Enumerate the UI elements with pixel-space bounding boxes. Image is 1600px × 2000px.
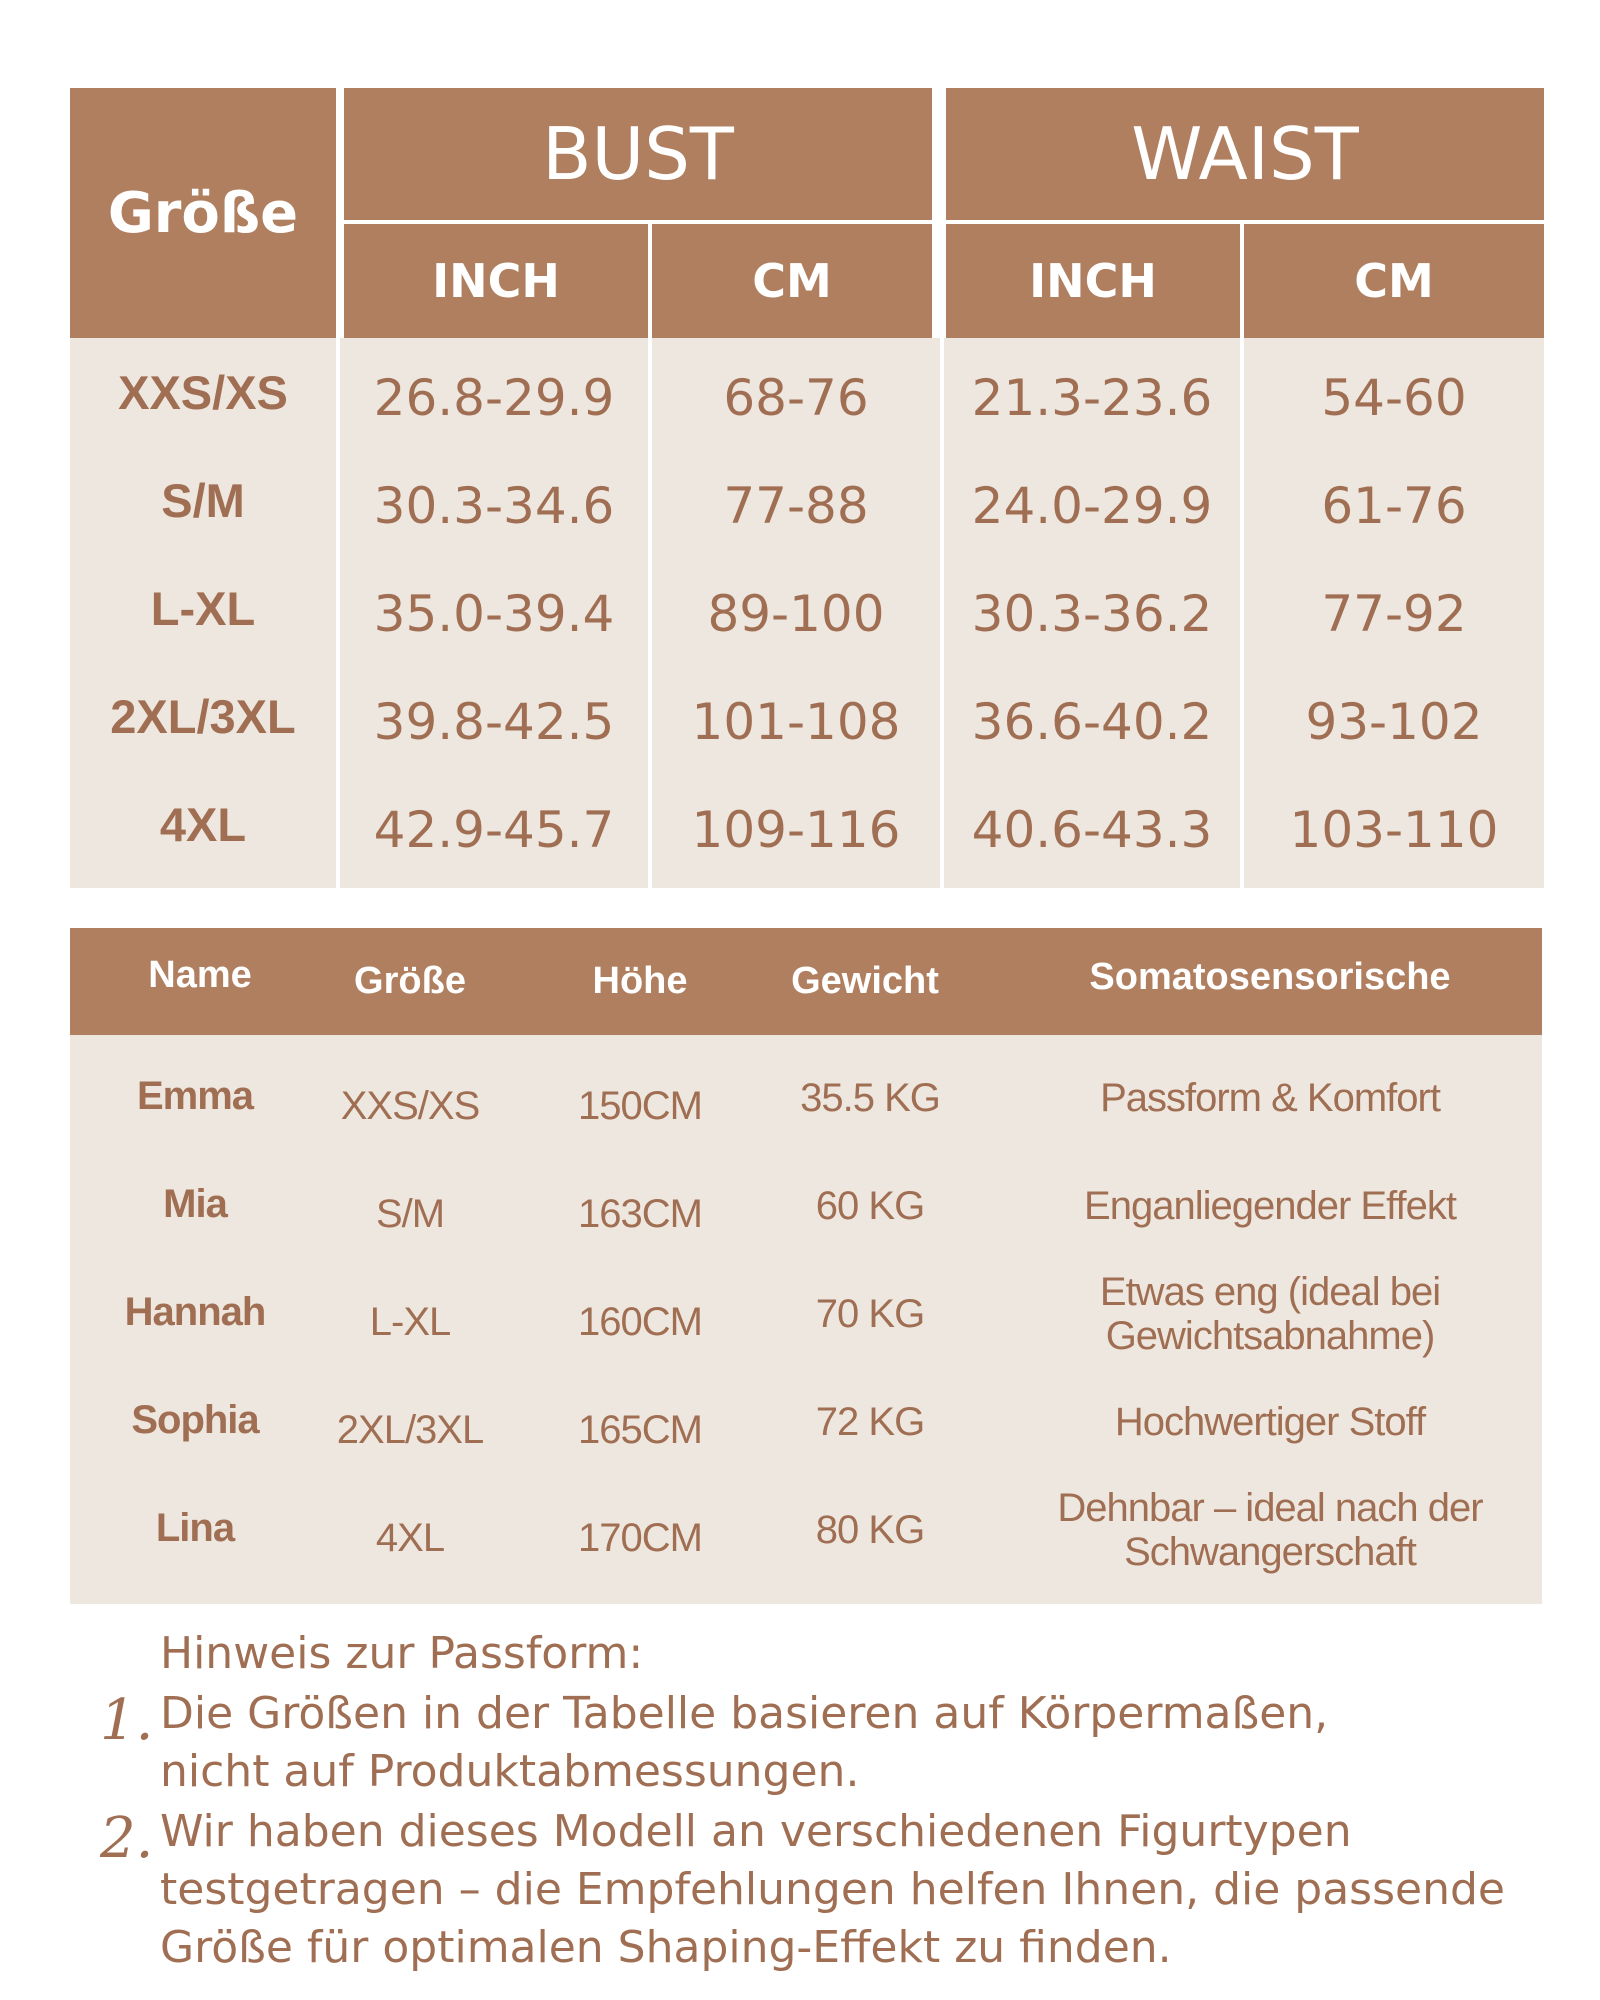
bust-inch-cell: 26.8-29.9 xyxy=(373,369,615,427)
waist-inch-cell: 24.0-29.9 xyxy=(971,477,1213,535)
feel-text xyxy=(1115,1400,1425,1444)
size-column-header: Größe xyxy=(70,88,336,338)
bust-inch-cell: 35.0-39.4 xyxy=(373,585,615,643)
model-weight-cell: 70 KG xyxy=(815,1291,925,1336)
model-name-cell: Sophia xyxy=(131,1397,259,1442)
model-feel-cell xyxy=(1030,1152,1510,1260)
size-cell: L-XL xyxy=(150,581,256,635)
feel-text xyxy=(1084,1184,1456,1228)
model-size-cell: XXS/XS xyxy=(340,1083,480,1128)
feel-line: Schwangerschaft xyxy=(1124,1530,1416,1574)
bust-cm-cell: 68-76 xyxy=(723,369,869,427)
waist-cm-header: CM xyxy=(1244,224,1544,338)
waist-cm-cell: 77-92 xyxy=(1321,585,1467,643)
model-weight-cell: 72 KG xyxy=(815,1399,925,1444)
weight-column-header: Gewicht xyxy=(791,960,939,1002)
note-line: nicht auf Produktabmessungen. xyxy=(160,1746,860,1797)
feel-text xyxy=(1100,1270,1440,1358)
size-chart-table xyxy=(70,88,1544,888)
waist-cm-cell: 103-110 xyxy=(1289,801,1499,859)
bust-cm-cell: 77-88 xyxy=(723,477,869,535)
model-size-cell: 4XL xyxy=(375,1515,445,1560)
feel-line: Dehnbar – ideal nach der xyxy=(1057,1486,1483,1530)
feel-text xyxy=(1057,1486,1482,1574)
bust-inch-header: INCH xyxy=(344,224,648,338)
feel-line: Passform & Komfort xyxy=(1100,1076,1440,1120)
waist-inch-cell: 21.3-23.6 xyxy=(971,369,1213,427)
notes-title: Hinweis zur Passform: xyxy=(160,1628,644,1679)
waist-cm-cell: 93-102 xyxy=(1305,693,1483,751)
model-feel-cell xyxy=(1030,1044,1510,1152)
waist-inch-cell: 40.6-43.3 xyxy=(971,801,1213,859)
size-cell: 4XL xyxy=(159,797,247,851)
model-fit-table xyxy=(70,928,1542,1604)
note-number: 2. xyxy=(100,1806,154,1871)
waist-inch-cell: 36.6-40.2 xyxy=(971,693,1213,751)
bust-inch-cell: 30.3-34.6 xyxy=(373,477,615,535)
model-weight-cell: 60 KG xyxy=(815,1183,925,1228)
model-height-cell: 150CM xyxy=(578,1083,702,1128)
feel-column-header: Somatosensorische xyxy=(1089,956,1451,998)
bust-inch-cell: 42.9-45.7 xyxy=(373,801,615,859)
bust-cm-cell: 101-108 xyxy=(691,693,901,751)
waist-inch-cell: 30.3-36.2 xyxy=(971,585,1213,643)
bust-cm-header: CM xyxy=(652,224,932,338)
feel-line: Etwas eng (ideal bei xyxy=(1099,1270,1441,1314)
feel-line: Hochwertiger Stoff xyxy=(1114,1400,1426,1444)
note-line: Größe für optimalen Shaping-Effekt zu finden. xyxy=(160,1922,1172,1973)
model-height-cell: 163CM xyxy=(578,1191,702,1236)
waist-cm-cell: 61-76 xyxy=(1321,477,1467,535)
note-line: Die Größen in der Tabelle basieren auf Körpermaßen, xyxy=(160,1688,1329,1739)
model-weight-cell: 80 KG xyxy=(815,1507,925,1552)
feel-line: Gewichtsabnahme) xyxy=(1105,1314,1435,1358)
bust-cm-cell: 109-116 xyxy=(691,801,901,859)
feel-text xyxy=(1100,1076,1440,1120)
model-feel-cell xyxy=(1030,1260,1510,1368)
model-name-cell: Lina xyxy=(155,1505,235,1550)
model-feel-cell xyxy=(1030,1368,1510,1476)
model-name-cell: Emma xyxy=(136,1073,254,1118)
waist-group-header: WAIST xyxy=(946,88,1544,220)
bust-group-header: BUST xyxy=(344,88,932,220)
bust-cm-cell: 89-100 xyxy=(707,585,885,643)
model-size-cell: L-XL xyxy=(369,1299,451,1344)
waist-cm-cell: 54-60 xyxy=(1321,369,1467,427)
size-column-header: Größe xyxy=(354,960,466,1002)
name-column-header: Name xyxy=(148,954,252,996)
feel-line: Enganliegender Effekt xyxy=(1084,1184,1456,1228)
height-column-header: Höhe xyxy=(592,960,688,1002)
model-height-cell: 170CM xyxy=(578,1515,702,1560)
model-weight-cell: 35.5 KG xyxy=(800,1075,940,1120)
size-cell: 2XL/3XL xyxy=(110,689,296,743)
size-cell: XXS/XS xyxy=(118,365,288,419)
note-line: testgetragen – die Empfehlungen helfen Ihnen, die passende xyxy=(160,1864,1505,1915)
note-number: 1. xyxy=(100,1688,154,1753)
model-size-cell: 2XL/3XL xyxy=(336,1407,484,1452)
model-height-cell: 165CM xyxy=(578,1407,702,1452)
size-cell: S/M xyxy=(161,473,245,527)
model-feel-cell xyxy=(1030,1476,1510,1584)
model-name-cell: Mia xyxy=(163,1181,227,1226)
model-height-cell: 160CM xyxy=(578,1299,702,1344)
waist-inch-header: INCH xyxy=(946,224,1240,338)
note-line: Wir haben dieses Modell an verschiedenen Figurtypen xyxy=(160,1806,1352,1857)
model-size-cell: S/M xyxy=(375,1191,445,1236)
bust-inch-cell: 39.8-42.5 xyxy=(373,693,615,751)
model-name-cell: Hannah xyxy=(124,1289,266,1334)
